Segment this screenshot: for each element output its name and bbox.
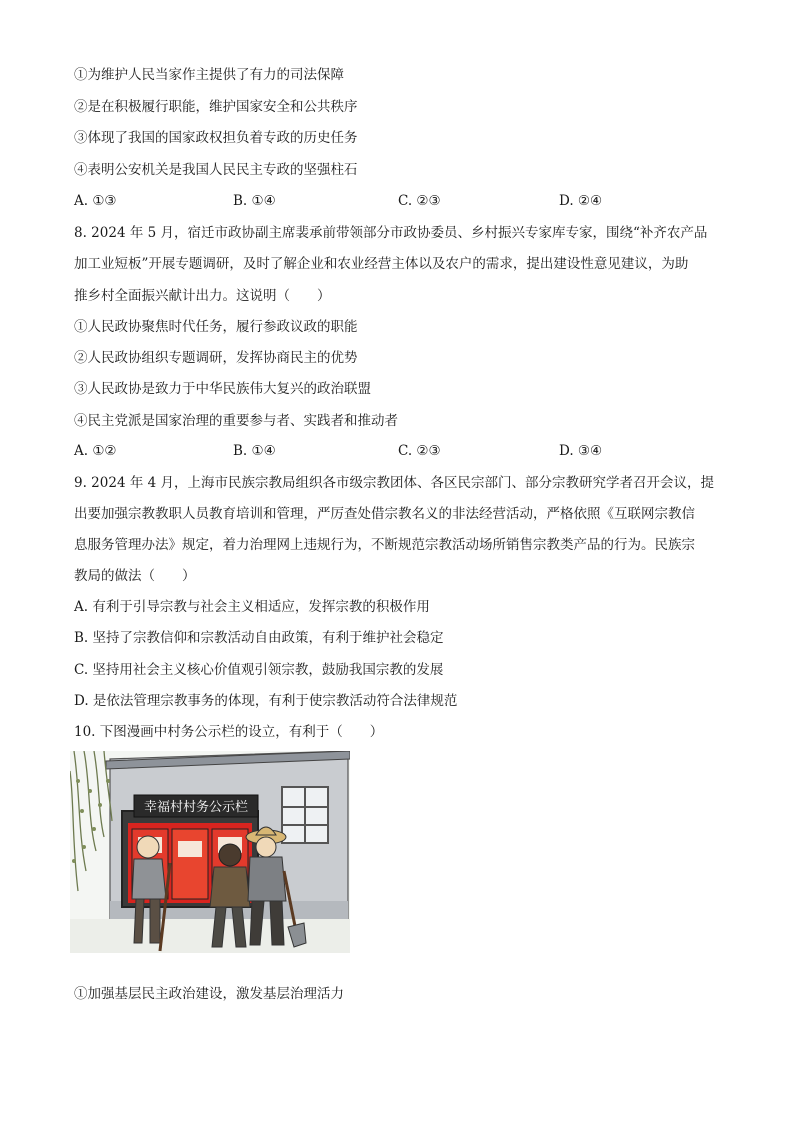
q8-item-2: ②人民政协组织专题调研，发挥协商民主的优势 [74,350,358,366]
q8-item-4: ④民主党派是国家治理的重要参与者、实践者和推动者 [74,413,398,429]
q8-stem-line-2: 加工业短板”开展专题调研，及时了解企业和农业经营主体以及农户的需求，提出建设性意见建议，为助 [74,256,689,272]
q7-item-2: ②是在积极履行职能，维护国家安全和公共秩序 [74,99,358,115]
villager-middle-head [219,844,241,866]
q8-stem-line-1: 8. 2024 年 5 月，宿迁市政协副主席裴承前带领部分市政协委员、乡村振兴专家库专家，围绕“补齐农产品 [74,225,708,241]
q8-options [74,442,714,460]
q8-option-b: B. ①④ [233,443,276,459]
q9-stem-line-3: 息服务管理办法》规定，着力治理网上违规行为，不断规范宗教活动场所销售宗教类产品的行为。民族宗 [74,537,695,553]
q7-options [74,192,714,210]
q7-option-a: A. ①③ [74,193,117,209]
q7-item-1: ①为维护人民当家作主提供了有力的司法保障 [74,67,344,83]
q8-item-1: ①人民政协聚焦时代任务，履行参政议政的职能 [74,319,358,335]
q9-stem-line-1: 9. 2024 年 4 月，上海市民族宗教局组织各市级宗教团体、各区民宗部门、部分宗教研究学者召开会议，提 [74,475,714,491]
q10-item-1: ①加强基层民主政治建设，激发基层治理活力 [74,986,344,1002]
q9-option-d: D. 是依法管理宗教事务的体现，有利于使宗教活动符合法律规范 [74,693,458,709]
q9-option-c: C. 坚持用社会主义核心价值观引领宗教，鼓励我国宗教的发展 [74,662,444,678]
q7-option-c: C. ②③ [398,193,441,209]
villager-left-head [137,836,159,858]
q9-stem-line-2: 出要加强宗教教职人员教育培训和管理，严厉查处借宗教名义的非法经营活动，严格依照《互联网宗教信 [74,506,695,522]
q7-item-4: ④表明公安机关是我国人民民主专政的坚强柱石 [74,162,358,178]
q9-option-b: B. 坚持了宗教信仰和宗教活动自由政策，有利于维护社会稳定 [74,630,444,646]
q7-option-b: B. ①④ [233,193,276,209]
q7-item-3: ③体现了我国的国家政权担负着专政的历史任务 [74,130,358,146]
q8-item-3: ③人民政协是致力于中华民族伟大复兴的政治联盟 [74,381,371,397]
village-notice-board-cartoon [70,751,350,953]
q7-option-d: D. ②④ [559,193,603,209]
q8-stem-line-3: 推乡村全面振兴献计出力。这说明（ ） [74,288,331,304]
q8-option-a: A. ①② [74,443,117,459]
q9-stem-line-4: 教局的做法（ ） [74,568,196,584]
q10-stem: 10. 下图漫画中村务公示栏的设立，有利于（ ） [74,724,384,740]
notice-board-sign: 幸福村村务公示栏 [143,800,249,815]
q9-option-a: A. 有利于引导宗教与社会主义相适应，发挥宗教的积极作用 [74,599,430,615]
q8-option-c: C. ②③ [398,443,441,459]
q8-option-d: D. ③④ [559,443,603,459]
